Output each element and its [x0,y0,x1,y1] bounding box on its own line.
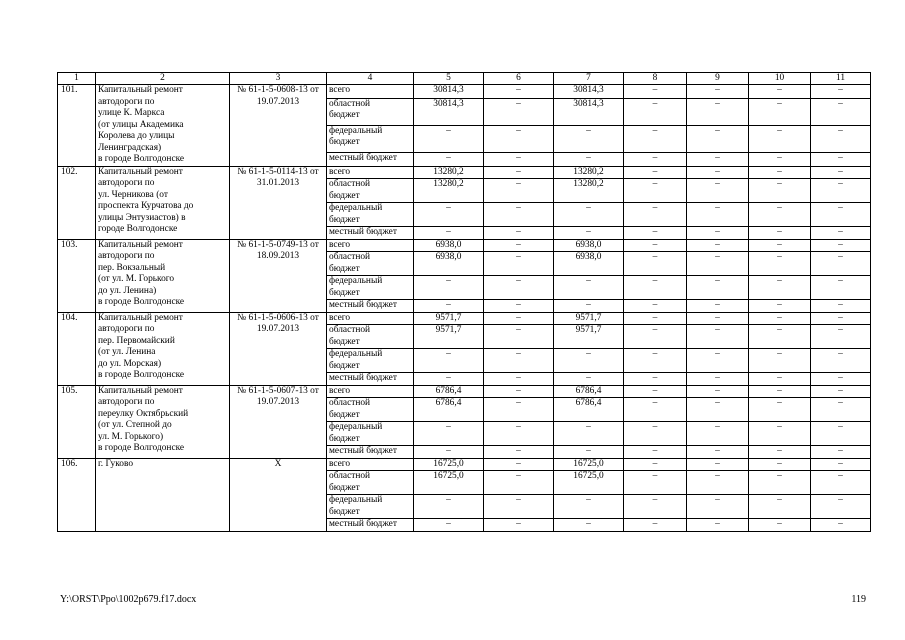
object-name: г. Гуково [96,458,230,531]
value-col9: – [687,166,749,179]
object-name: Капитальный ремонт автодороги по улице К. Маркса (от улицы Академика Королева до улицы Ленинградская) в городе Волгодонске [96,85,230,167]
value-col7: – [554,227,624,240]
value-col6: – [484,458,554,471]
value-col7: 30814,3 [554,85,624,99]
table-row [58,458,871,471]
row-number: 101. [58,85,96,167]
value-col10: – [749,446,811,459]
value-col9: – [687,300,749,313]
column-number-10: 10 [749,73,811,85]
funding-source-label: федеральный бюджет [327,422,414,446]
value-col9: – [687,125,749,152]
value-col5: 6786,4 [414,385,484,398]
value-col10: – [749,125,811,152]
column-number-5: 5 [414,73,484,85]
value-col9: – [687,458,749,471]
value-col7: – [554,152,624,166]
value-col11: – [811,519,871,532]
value-col8: – [624,495,687,519]
value-col6: – [484,166,554,179]
value-col5: 6938,0 [414,252,484,276]
value-col9: – [687,312,749,325]
value-col10: – [749,519,811,532]
value-col7: 13280,2 [554,166,624,179]
value-col5: 6786,4 [414,398,484,422]
column-number-3: 3 [230,73,327,85]
value-col6: – [484,227,554,240]
value-col7: – [554,125,624,152]
value-col11: – [811,325,871,349]
document-reference: № 61-1-5-0606-13 от 19.07.2013 [230,312,327,385]
value-col5: 30814,3 [414,85,484,99]
value-col10: – [749,471,811,495]
value-col7: – [554,203,624,227]
value-col10: – [749,227,811,240]
funding-source-label: областной бюджет [327,98,414,125]
table-row [58,85,871,99]
value-col6: – [484,312,554,325]
value-col9: – [687,519,749,532]
value-col5: – [414,152,484,166]
value-col8: – [624,85,687,99]
value-col6: – [484,85,554,99]
value-col5: – [414,446,484,459]
funding-source-label: местный бюджет [327,446,414,459]
funding-source-label: всего [327,239,414,252]
value-col7: 6938,0 [554,239,624,252]
value-col8: – [624,227,687,240]
value-col7: – [554,349,624,373]
value-col6: – [484,349,554,373]
table-body [58,73,871,532]
value-col7: – [554,373,624,386]
value-col8: – [624,98,687,125]
value-col8: – [624,422,687,446]
value-col9: – [687,98,749,125]
value-col7: 16725,0 [554,471,624,495]
value-col9: – [687,179,749,203]
value-col7: 16725,0 [554,458,624,471]
value-col11: – [811,166,871,179]
funding-source-label: всего [327,312,414,325]
value-col11: – [811,227,871,240]
column-number-11: 11 [811,73,871,85]
value-col8: – [624,325,687,349]
funding-source-label: областной бюджет [327,398,414,422]
funding-source-label: местный бюджет [327,373,414,386]
funding-source-label: местный бюджет [327,152,414,166]
table-row [58,166,871,179]
value-col7: – [554,495,624,519]
value-col9: – [687,252,749,276]
value-col5: 13280,2 [414,179,484,203]
value-col9: – [687,385,749,398]
value-col11: – [811,252,871,276]
value-col5: 6938,0 [414,239,484,252]
value-col11: – [811,276,871,300]
value-col5: – [414,349,484,373]
value-col5: – [414,276,484,300]
value-col6: – [484,98,554,125]
object-name: Капитальный ремонт автодороги по ул. Черникова (от проспекта Курчатова до улицы Энтузиастов) в городе Волгодонске [96,166,230,239]
value-col6: – [484,446,554,459]
value-col7: – [554,519,624,532]
value-col6: – [484,495,554,519]
value-col7: 13280,2 [554,179,624,203]
funding-source-label: федеральный бюджет [327,276,414,300]
value-col5: – [414,300,484,313]
value-col8: – [624,312,687,325]
value-col5: – [414,203,484,227]
object-name: Капитальный ремонт автодороги по пер. Первомайский (от ул. Ленина до ул. Морская) в городе Волгодонске [96,312,230,385]
column-number-6: 6 [484,73,554,85]
value-col10: – [749,252,811,276]
value-col10: – [749,276,811,300]
value-col6: – [484,203,554,227]
value-col10: – [749,239,811,252]
value-col11: – [811,398,871,422]
value-col10: – [749,98,811,125]
row-number: 102. [58,166,96,239]
value-col8: – [624,179,687,203]
value-col8: – [624,458,687,471]
value-col9: – [687,446,749,459]
funding-source-label: всего [327,458,414,471]
value-col5: 16725,0 [414,471,484,495]
value-col10: – [749,179,811,203]
value-col6: – [484,325,554,349]
value-col6: – [484,252,554,276]
value-col11: – [811,458,871,471]
value-col7: 9571,7 [554,312,624,325]
row-number: 104. [58,312,96,385]
value-col6: – [484,239,554,252]
funding-source-label: областной бюджет [327,252,414,276]
table-row [58,312,871,325]
value-col6: – [484,398,554,422]
value-col8: – [624,252,687,276]
value-col9: – [687,422,749,446]
value-col10: – [749,398,811,422]
object-name: Капитальный ремонт автодороги по пер. Вокзальный (от ул. М. Горького до ул. Ленина) в городе Волгодонске [96,239,230,312]
value-col7: 6786,4 [554,385,624,398]
value-col7: – [554,446,624,459]
funding-source-label: местный бюджет [327,227,414,240]
object-name: Капитальный ремонт автодороги по переулку Октябрьский (от ул. Степной до ул. М. Горького) в городе Волгодонске [96,385,230,458]
value-col10: – [749,203,811,227]
value-col5: 13280,2 [414,166,484,179]
value-col10: – [749,300,811,313]
value-col11: – [811,85,871,99]
value-col11: – [811,152,871,166]
footer-file-path: Y:\ORST\Ppo\1002p679.f17.docx [60,594,197,605]
value-col5: – [414,422,484,446]
table-row [58,239,871,252]
value-col9: – [687,398,749,422]
value-col5: – [414,373,484,386]
value-col11: – [811,179,871,203]
value-col7: – [554,300,624,313]
value-col7: – [554,276,624,300]
column-number-4: 4 [327,73,414,85]
document-reference: № 61-1-5-0608-13 от 19.07.2013 [230,85,327,167]
funding-source-label: местный бюджет [327,519,414,532]
table-row [58,385,871,398]
document-reference: № 61-1-5-0607-13 от 19.07.2013 [230,385,327,458]
funding-source-label: местный бюджет [327,300,414,313]
value-col11: – [811,300,871,313]
value-col6: – [484,125,554,152]
value-col10: – [749,85,811,99]
value-col10: – [749,422,811,446]
value-col10: – [749,458,811,471]
row-number: 103. [58,239,96,312]
value-col5: – [414,125,484,152]
value-col9: – [687,349,749,373]
value-col5: – [414,495,484,519]
column-number-7: 7 [554,73,624,85]
value-col9: – [687,152,749,166]
funding-source-label: федеральный бюджет [327,203,414,227]
value-col11: – [811,98,871,125]
value-col9: – [687,203,749,227]
value-col11: – [811,495,871,519]
column-number-1: 1 [58,73,96,85]
value-col8: – [624,385,687,398]
value-col8: – [624,125,687,152]
funding-source-label: федеральный бюджет [327,495,414,519]
value-col11: – [811,446,871,459]
value-col8: – [624,152,687,166]
value-col5: 9571,7 [414,325,484,349]
value-col10: – [749,495,811,519]
value-col8: – [624,373,687,386]
value-col8: – [624,166,687,179]
value-col10: – [749,312,811,325]
row-number: 106. [58,458,96,531]
value-col8: – [624,446,687,459]
value-col10: – [749,385,811,398]
funding-source-label: областной бюджет [327,471,414,495]
value-col11: – [811,349,871,373]
value-col5: 30814,3 [414,98,484,125]
value-col11: – [811,385,871,398]
value-col11: – [811,312,871,325]
value-col11: – [811,373,871,386]
value-col10: – [749,166,811,179]
value-col6: – [484,276,554,300]
value-col11: – [811,471,871,495]
value-col9: – [687,373,749,386]
funding-source-label: федеральный бюджет [327,349,414,373]
value-col6: – [484,152,554,166]
value-col11: – [811,422,871,446]
value-col11: – [811,203,871,227]
value-col7: – [554,422,624,446]
value-col8: – [624,300,687,313]
value-col10: – [749,373,811,386]
value-col10: – [749,325,811,349]
header-row [58,73,871,85]
funding-source-label: областной бюджет [327,325,414,349]
value-col7: 6938,0 [554,252,624,276]
value-col6: – [484,471,554,495]
funding-source-label: федеральный бюджет [327,125,414,152]
value-col10: – [749,152,811,166]
value-col6: – [484,519,554,532]
value-col9: – [687,325,749,349]
footer-page-number: 119 [851,594,866,605]
value-col11: – [811,239,871,252]
value-col5: – [414,227,484,240]
value-col8: – [624,519,687,532]
value-col5: – [414,519,484,532]
value-col7: 30814,3 [554,98,624,125]
value-col11: – [811,125,871,152]
row-number: 105. [58,385,96,458]
value-col7: 6786,4 [554,398,624,422]
funding-source-label: всего [327,385,414,398]
value-col8: – [624,471,687,495]
value-col8: – [624,349,687,373]
value-col10: – [749,349,811,373]
value-col8: – [624,276,687,300]
value-col5: 9571,7 [414,312,484,325]
document-reference: № 61-1-5-0114-13 от 31.01.2013 [230,166,327,239]
value-col8: – [624,239,687,252]
value-col9: – [687,471,749,495]
value-col9: – [687,227,749,240]
document-reference: Х [230,458,327,531]
column-number-9: 9 [687,73,749,85]
value-col8: – [624,203,687,227]
value-col6: – [484,179,554,203]
document-reference: № 61-1-5-0749-13 от 18.09.2013 [230,239,327,312]
value-col8: – [624,398,687,422]
value-col7: 9571,7 [554,325,624,349]
budget-table [57,72,871,532]
value-col6: – [484,373,554,386]
value-col9: – [687,85,749,99]
column-number-8: 8 [624,73,687,85]
value-col9: – [687,495,749,519]
funding-source-label: всего [327,85,414,99]
value-col6: – [484,422,554,446]
value-col9: – [687,239,749,252]
funding-source-label: областной бюджет [327,179,414,203]
funding-source-label: всего [327,166,414,179]
value-col9: – [687,276,749,300]
value-col6: – [484,385,554,398]
value-col6: – [484,300,554,313]
column-number-2: 2 [96,73,230,85]
value-col5: 16725,0 [414,458,484,471]
